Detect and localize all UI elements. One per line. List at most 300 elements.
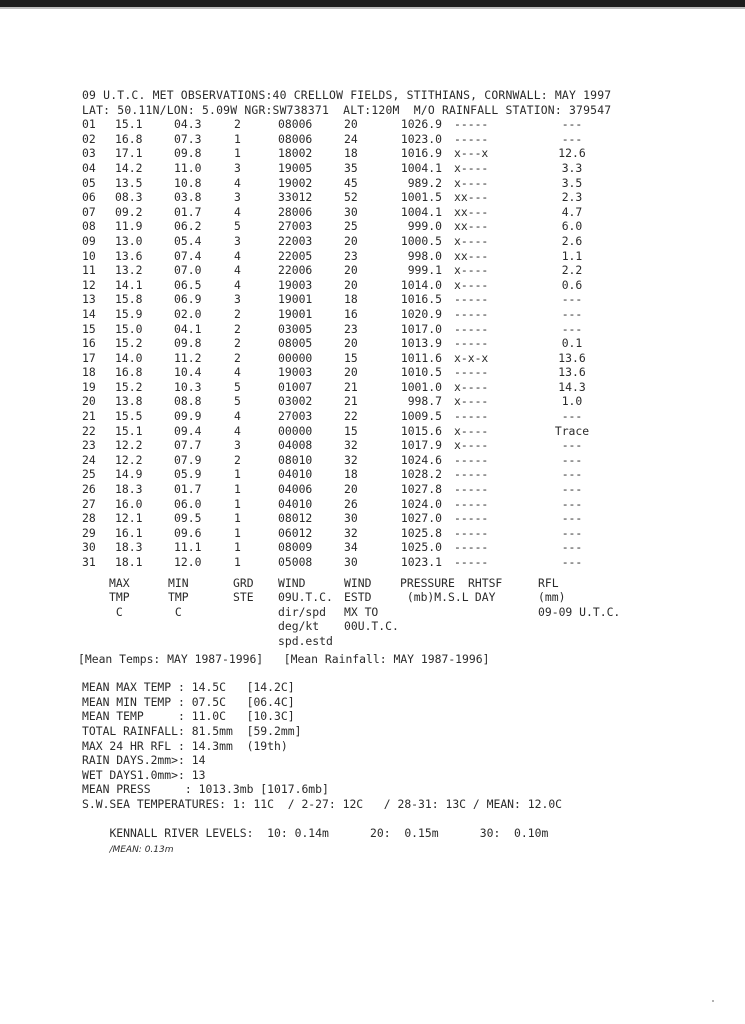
cell-ground-state: 4: [234, 277, 241, 292]
cell-ground-state: 4: [234, 423, 241, 438]
cell-rhtsf: -----: [454, 131, 489, 146]
cell-day: 23: [82, 438, 96, 453]
cell-ground-state: 2: [234, 336, 241, 351]
cell-max-temp: 15.8: [115, 292, 143, 307]
cell-max-temp: 18.3: [115, 482, 143, 497]
cell-ground-state: 5: [234, 394, 241, 409]
cell-rhtsf: -----: [454, 321, 489, 336]
cell-wind-max: 16: [344, 306, 358, 321]
cell-wind-0900: 08006: [278, 131, 313, 146]
legend-wind-0900: WIND 09U.T.C. dir/spd deg/kt spd.estd: [278, 575, 333, 648]
column-legend: [82, 575, 702, 648]
cell-ground-state: 2: [234, 117, 241, 132]
cell-ground-state: 5: [234, 379, 241, 394]
cell-wind-0900: 27003: [278, 219, 313, 234]
cell-min-temp: 06.9: [174, 292, 202, 307]
cell-wind-max: 18: [344, 292, 358, 307]
cell-min-temp: 10.4: [174, 365, 202, 380]
legend-min-tmp: MIN TMP C: [168, 575, 189, 619]
cell-ground-state: 2: [234, 321, 241, 336]
cell-day: 10: [82, 248, 96, 263]
cell-ground-state: 4: [234, 263, 241, 278]
cell-min-temp: 06.2: [174, 219, 202, 234]
cell-day: 21: [82, 409, 96, 424]
table-row: [82, 467, 702, 482]
cell-wind-max: 23: [344, 248, 358, 263]
cell-wind-max: 20: [344, 263, 358, 278]
cell-wind-max: 25: [344, 219, 358, 234]
cell-max-temp: 16.8: [115, 365, 143, 380]
cell-day: 07: [82, 204, 96, 219]
cell-rainfall: 3.5: [561, 175, 583, 190]
cell-min-temp: 10.8: [174, 175, 202, 190]
cell-rainfall: ---: [561, 452, 583, 467]
cell-rhtsf: x----: [454, 277, 489, 292]
cell-min-temp: 11.1: [174, 540, 202, 555]
cell-max-temp: 08.3: [115, 190, 143, 205]
cell-pressure: 1010.5: [400, 365, 442, 380]
table-row: [82, 176, 702, 191]
summary-line: MAX 24 HR RFL : 14.3mm (19th): [82, 738, 288, 753]
cell-pressure: 1027.8: [400, 482, 442, 497]
cell-day: 16: [82, 336, 96, 351]
cell-rhtsf: xx---: [454, 248, 489, 263]
cell-wind-0900: 19003: [278, 277, 313, 292]
scan-speck: [712, 1000, 714, 1002]
cell-pressure: 1017.9: [400, 438, 442, 453]
cell-rainfall: 14.3: [558, 379, 586, 394]
cell-max-temp: 13.6: [115, 248, 143, 263]
cell-rainfall: ---: [561, 540, 583, 555]
cell-max-temp: 11.9: [115, 219, 143, 234]
cell-rainfall: ---: [561, 131, 583, 146]
cell-rainfall: ---: [561, 467, 583, 482]
cell-day: 31: [82, 555, 96, 569]
cell-ground-state: 4: [234, 248, 241, 263]
scan-top-edge: [0, 0, 745, 7]
cell-day: 05: [82, 175, 96, 190]
cell-rainfall: ---: [561, 292, 583, 307]
cell-wind-0900: 27003: [278, 409, 313, 424]
cell-wind-0900: 04010: [278, 496, 313, 511]
cell-pressure: 1024.0: [400, 496, 442, 511]
table-row: [82, 146, 702, 161]
table-row: [82, 205, 702, 220]
cell-day: 17: [82, 350, 96, 365]
cell-ground-state: 1: [234, 511, 241, 526]
cell-wind-max: 20: [344, 336, 358, 351]
cell-rhtsf: -----: [454, 540, 489, 555]
cell-day: 18: [82, 365, 96, 380]
cell-pressure: 1023.0: [400, 131, 442, 146]
cell-rainfall: ---: [561, 482, 583, 497]
cell-wind-0900: 08012: [278, 511, 313, 526]
cell-pressure: 1017.0: [400, 321, 442, 336]
cell-rainfall: ---: [561, 438, 583, 453]
cell-day: 15: [82, 321, 96, 336]
cell-ground-state: 3: [234, 438, 241, 453]
cell-rhtsf: x----: [454, 263, 489, 278]
cell-rhtsf: xx---: [454, 219, 489, 234]
cell-day: 26: [82, 482, 96, 497]
cell-rhtsf: -----: [454, 496, 489, 511]
table-row: [82, 190, 702, 205]
daily-observations-table: [82, 117, 702, 569]
table-row: [82, 511, 702, 526]
cell-rhtsf: -----: [454, 525, 489, 540]
table-row: [82, 132, 702, 147]
cell-rhtsf: x-x-x: [454, 350, 489, 365]
cell-rhtsf: xx---: [454, 204, 489, 219]
cell-ground-state: 1: [234, 525, 241, 540]
cell-rainfall: 12.6: [558, 146, 586, 161]
cell-ground-state: 4: [234, 409, 241, 424]
legend-rfl: RFL (mm) 09-09 U.T.C.: [538, 575, 621, 619]
cell-pressure: 1025.0: [400, 540, 442, 555]
cell-rainfall: ---: [561, 555, 583, 569]
cell-rainfall: 0.1: [561, 336, 583, 351]
summary-line: MEAN MAX TEMP : 14.5C [14.2C]: [82, 680, 295, 695]
table-row: [82, 438, 702, 453]
cell-max-temp: 12.2: [115, 452, 143, 467]
table-row: [82, 365, 702, 380]
cell-max-temp: 14.9: [115, 467, 143, 482]
cell-rhtsf: -----: [454, 336, 489, 351]
cell-rainfall: 1.0: [561, 394, 583, 409]
cell-rhtsf: x----: [454, 438, 489, 453]
cell-rainfall: 0.6: [561, 277, 583, 292]
table-row: [82, 161, 702, 176]
cell-max-temp: 13.2: [115, 263, 143, 278]
cell-min-temp: 03.8: [174, 190, 202, 205]
cell-min-temp: 08.8: [174, 394, 202, 409]
cell-day: 01: [82, 117, 96, 132]
report-title: 09 U.T.C. MET OBSERVATIONS:40 CRELLOW FIELDS, STITHIANS, CORNWALL: MAY 1997: [82, 88, 612, 102]
cell-day: 29: [82, 525, 96, 540]
cell-rhtsf: -----: [454, 452, 489, 467]
cell-min-temp: 07.4: [174, 248, 202, 263]
cell-pressure: 1028.2: [400, 467, 442, 482]
cell-wind-max: 20: [344, 482, 358, 497]
cell-rhtsf: -----: [454, 365, 489, 380]
cell-max-temp: 15.5: [115, 409, 143, 424]
cell-ground-state: 3: [234, 190, 241, 205]
cell-rhtsf: x----: [454, 233, 489, 248]
handwritten-note: /MEAN: 0.13m: [109, 844, 174, 855]
cell-ground-state: 2: [234, 350, 241, 365]
legend-rhtsf: RHTSF DAY: [468, 575, 503, 605]
station-info: LAT: 50.11N/LON: 5.09W NGR:SW738371 ALT:120M M/O RAINFALL STATION: 379547: [82, 102, 612, 117]
cell-rhtsf: -----: [454, 117, 489, 132]
cell-rhtsf: x----: [454, 175, 489, 190]
cell-max-temp: 13.8: [115, 394, 143, 409]
cell-min-temp: 07.3: [174, 131, 202, 146]
cell-pressure: 1001.0: [400, 379, 442, 394]
cell-max-temp: 14.1: [115, 277, 143, 292]
cell-min-temp: 07.9: [174, 452, 202, 467]
cell-min-temp: 07.0: [174, 263, 202, 278]
cell-max-temp: 17.1: [115, 146, 143, 161]
cell-wind-0900: 33012: [278, 190, 313, 205]
cell-pressure: 998.0: [407, 248, 442, 263]
cell-wind-0900: 03005: [278, 321, 313, 336]
cell-rainfall: ---: [561, 306, 583, 321]
cell-day: 08: [82, 219, 96, 234]
table-row: [82, 409, 702, 424]
cell-max-temp: 15.2: [115, 336, 143, 351]
cell-min-temp: 01.7: [174, 482, 202, 497]
cell-min-temp: 05.4: [174, 233, 202, 248]
cell-wind-0900: 06012: [278, 525, 313, 540]
river-levels: KENNALL RIVER LEVELS: 10: 0.14m 20: 0.15m 30: 0.10m: [109, 826, 549, 841]
cell-wind-0900: 22005: [278, 248, 313, 263]
cell-pressure: 999.1: [407, 263, 442, 278]
cell-day: 12: [82, 277, 96, 292]
cell-pressure: 1027.0: [400, 511, 442, 526]
cell-min-temp: 11.0: [174, 160, 202, 175]
cell-min-temp: 04.3: [174, 117, 202, 132]
cell-ground-state: 1: [234, 496, 241, 511]
table-row: [82, 497, 702, 512]
cell-rhtsf: -----: [454, 306, 489, 321]
cell-ground-state: 4: [234, 175, 241, 190]
cell-pressure: 989.2: [407, 175, 442, 190]
cell-rainfall: 13.6: [558, 350, 586, 365]
cell-min-temp: 09.6: [174, 525, 202, 540]
cell-max-temp: 09.2: [115, 204, 143, 219]
cell-max-temp: 14.0: [115, 350, 143, 365]
cell-wind-max: 24: [344, 131, 358, 146]
legend-pressure: PRESSURE (mb)M.S.L: [400, 575, 469, 605]
cell-wind-max: 18: [344, 146, 358, 161]
cell-rhtsf: -----: [454, 409, 489, 424]
cell-rhtsf: -----: [454, 292, 489, 307]
cell-max-temp: 16.1: [115, 525, 143, 540]
cell-wind-max: 45: [344, 175, 358, 190]
cell-ground-state: 4: [234, 365, 241, 380]
cell-wind-max: 30: [344, 204, 358, 219]
cell-ground-state: 2: [234, 452, 241, 467]
cell-max-temp: 15.2: [115, 379, 143, 394]
cell-wind-0900: 19001: [278, 292, 313, 307]
cell-max-temp: 13.0: [115, 233, 143, 248]
cell-pressure: 1000.5: [400, 233, 442, 248]
cell-pressure: 1011.6: [400, 350, 442, 365]
cell-ground-state: 1: [234, 467, 241, 482]
cell-ground-state: 3: [234, 292, 241, 307]
cell-max-temp: 18.1: [115, 555, 143, 569]
table-row: [82, 540, 702, 555]
cell-pressure: 1023.1: [400, 555, 442, 569]
cell-rhtsf: x----: [454, 160, 489, 175]
cell-day: 22: [82, 423, 96, 438]
cell-ground-state: 3: [234, 160, 241, 175]
cell-pressure: 1004.1: [400, 160, 442, 175]
cell-rhtsf: x----: [454, 423, 489, 438]
cell-day: 04: [82, 160, 96, 175]
cell-wind-0900: 00000: [278, 350, 313, 365]
cell-min-temp: 12.0: [174, 555, 202, 569]
cell-day: 09: [82, 233, 96, 248]
cell-day: 06: [82, 190, 96, 205]
cell-ground-state: 4: [234, 204, 241, 219]
cell-wind-max: 30: [344, 511, 358, 526]
cell-wind-0900: 28006: [278, 204, 313, 219]
cell-ground-state: 3: [234, 233, 241, 248]
cell-wind-0900: 04010: [278, 467, 313, 482]
cell-pressure: 1016.5: [400, 292, 442, 307]
cell-wind-0900: 19005: [278, 160, 313, 175]
cell-rainfall: ---: [561, 117, 583, 132]
cell-pressure: 1009.5: [400, 409, 442, 424]
table-row: [82, 117, 702, 132]
cell-day: 30: [82, 540, 96, 555]
cell-min-temp: 06.0: [174, 496, 202, 511]
cell-max-temp: 12.2: [115, 438, 143, 453]
cell-wind-max: 30: [344, 555, 358, 569]
cell-wind-0900: 00000: [278, 423, 313, 438]
cell-day: 27: [82, 496, 96, 511]
cell-ground-state: 1: [234, 540, 241, 555]
cell-wind-0900: 19003: [278, 365, 313, 380]
cell-min-temp: 09.8: [174, 146, 202, 161]
table-row: [82, 351, 702, 366]
cell-pressure: 1004.1: [400, 204, 442, 219]
cell-rhtsf: xx---: [454, 190, 489, 205]
cell-rhtsf: x----: [454, 379, 489, 394]
cell-wind-max: 34: [344, 540, 358, 555]
cell-day: 19: [82, 379, 96, 394]
cell-day: 02: [82, 131, 96, 146]
cell-max-temp: 16.0: [115, 496, 143, 511]
table-row: [82, 263, 702, 278]
legend-grd-ste: GRD STE: [233, 575, 254, 605]
cell-rainfall: Trace: [554, 423, 590, 438]
cell-wind-0900: 08006: [278, 117, 313, 132]
cell-pressure: 1020.9: [400, 306, 442, 321]
cell-wind-max: 15: [344, 423, 358, 438]
cell-wind-0900: 22003: [278, 233, 313, 248]
cell-rhtsf: -----: [454, 511, 489, 526]
river-levels-line: [82, 812, 702, 855]
cell-max-temp: 15.1: [115, 423, 143, 438]
cell-min-temp: 07.7: [174, 438, 202, 453]
cell-wind-max: 20: [344, 277, 358, 292]
cell-ground-state: 1: [234, 131, 241, 146]
cell-wind-max: 32: [344, 438, 358, 453]
cell-pressure: 999.0: [407, 219, 442, 234]
cell-rhtsf: -----: [454, 467, 489, 482]
table-row: [82, 322, 702, 337]
cell-rhtsf: x---x: [454, 146, 489, 161]
cell-wind-max: 21: [344, 379, 358, 394]
cell-pressure: 1014.0: [400, 277, 442, 292]
cell-day: 20: [82, 394, 96, 409]
cell-min-temp: 09.9: [174, 409, 202, 424]
cell-min-temp: 10.3: [174, 379, 202, 394]
cell-min-temp: 05.9: [174, 467, 202, 482]
summary-line: WET DAYS1.0mm>: 13: [82, 767, 206, 782]
cell-ground-state: 1: [234, 555, 241, 569]
summary-line: MEAN TEMP : 11.0C [10.3C]: [82, 709, 295, 724]
cell-wind-0900: 19002: [278, 175, 313, 190]
cell-rainfall: ---: [561, 511, 583, 526]
cell-min-temp: 09.5: [174, 511, 202, 526]
table-row: [82, 278, 702, 293]
summary-line: MEAN PRESS : 1013.3mb [1017.6mb]: [82, 782, 329, 797]
cell-wind-max: 18: [344, 467, 358, 482]
cell-max-temp: 14.2: [115, 160, 143, 175]
cell-rainfall: 1.1: [561, 248, 583, 263]
cell-wind-max: 32: [344, 452, 358, 467]
cell-wind-max: 20: [344, 233, 358, 248]
cell-max-temp: 12.1: [115, 511, 143, 526]
cell-wind-0900: 03002: [278, 394, 313, 409]
table-row: [82, 292, 702, 307]
cell-rainfall: 13.6: [558, 365, 586, 380]
cell-rainfall: ---: [561, 496, 583, 511]
cell-wind-0900: 05008: [278, 555, 313, 569]
table-row: [82, 219, 702, 234]
cell-min-temp: 04.1: [174, 321, 202, 336]
cell-wind-max: 22: [344, 409, 358, 424]
table-row: [82, 526, 702, 541]
cell-ground-state: 5: [234, 219, 241, 234]
legend-max-tmp: MAX TMP C: [109, 575, 130, 619]
table-row: [82, 380, 702, 395]
cell-max-temp: 16.8: [115, 131, 143, 146]
means-header: [Mean Temps: MAY 1987-1996] [Mean Rainfall: MAY 1987-1996]: [78, 651, 490, 666]
summary-line: TOTAL RAINFALL: 81.5mm [59.2mm]: [82, 723, 302, 738]
cell-pressure: 1001.5: [400, 190, 442, 205]
cell-wind-max: 20: [344, 117, 358, 132]
cell-wind-0900: 08005: [278, 336, 313, 351]
cell-wind-0900: 19001: [278, 306, 313, 321]
cell-wind-max: 32: [344, 525, 358, 540]
cell-rainfall: ---: [561, 321, 583, 336]
cell-ground-state: 2: [234, 306, 241, 321]
cell-rainfall: 3.3: [561, 160, 583, 175]
cell-day: 25: [82, 467, 96, 482]
cell-day: 14: [82, 306, 96, 321]
cell-wind-max: 35: [344, 160, 358, 175]
cell-wind-0900: 18002: [278, 146, 313, 161]
cell-max-temp: 18.3: [115, 540, 143, 555]
cell-rhtsf: -----: [454, 555, 489, 569]
table-row: [82, 555, 702, 570]
cell-day: 24: [82, 452, 96, 467]
table-row: [82, 234, 702, 249]
cell-wind-max: 20: [344, 365, 358, 380]
cell-pressure: 1024.6: [400, 452, 442, 467]
cell-max-temp: 15.9: [115, 306, 143, 321]
cell-max-temp: 15.1: [115, 117, 143, 132]
cell-pressure: 1013.9: [400, 336, 442, 351]
cell-day: 28: [82, 511, 96, 526]
cell-ground-state: 1: [234, 146, 241, 161]
cell-wind-max: 26: [344, 496, 358, 511]
summary-line: MEAN MIN TEMP : 07.5C [06.4C]: [82, 694, 295, 709]
cell-max-temp: 15.0: [115, 321, 143, 336]
cell-max-temp: 13.5: [115, 175, 143, 190]
cell-day: 13: [82, 292, 96, 307]
cell-pressure: 1016.9: [400, 146, 442, 161]
cell-pressure: 1025.8: [400, 525, 442, 540]
cell-rhtsf: -----: [454, 482, 489, 497]
summary-line: RAIN DAYS.2mm>: 14: [82, 753, 206, 768]
monthly-summary: [82, 680, 702, 811]
legend-wind-estd: WIND ESTD MX TO 00U.T.C.: [344, 575, 399, 634]
